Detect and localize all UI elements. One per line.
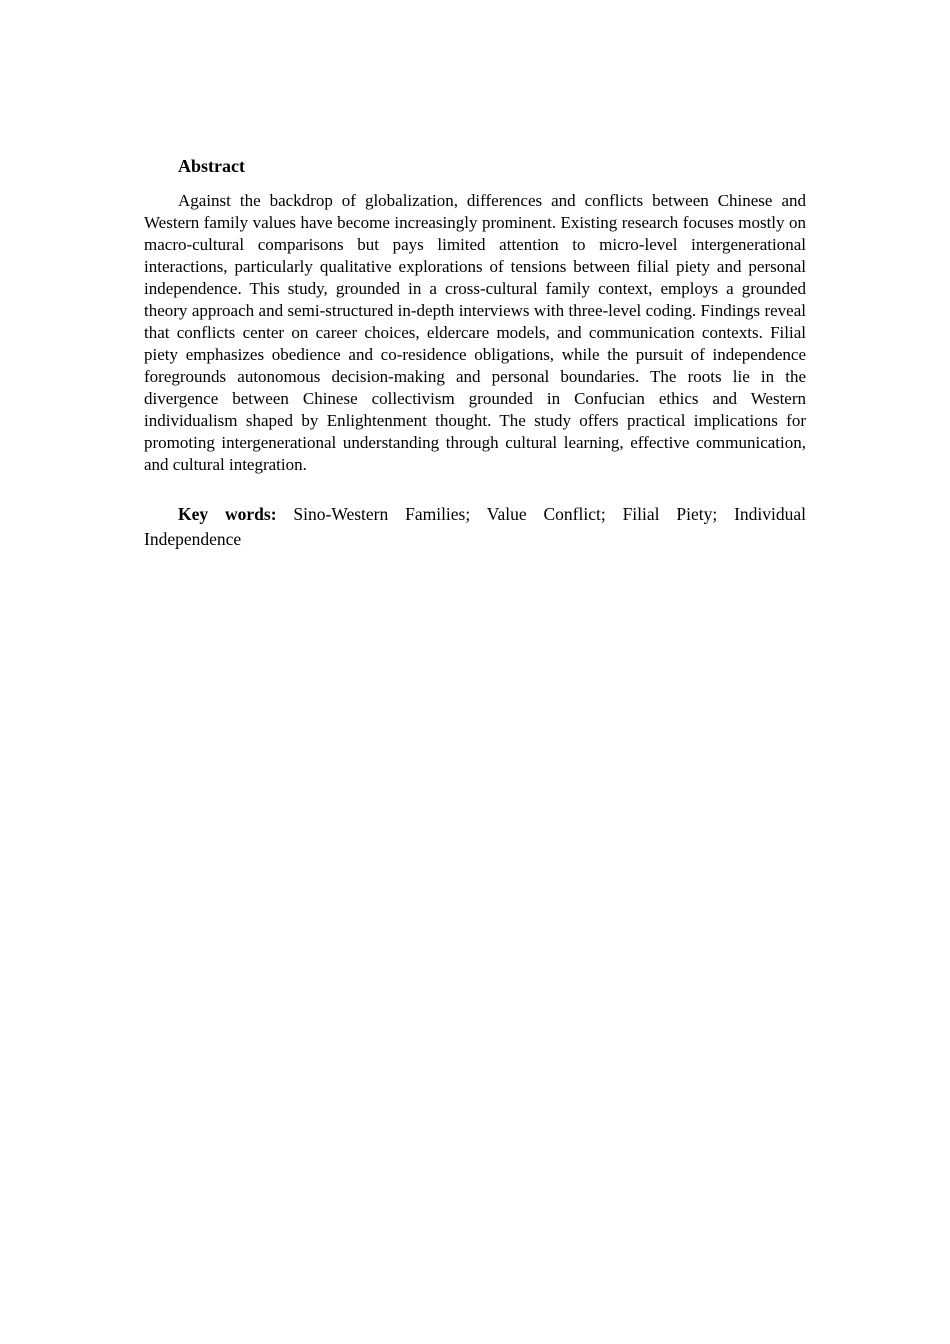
keywords-label: Key words: <box>178 504 277 524</box>
keywords-paragraph <box>144 502 806 551</box>
keywords-text: Sino-Western Families; Value Conflict; Filial Piety; Individual Independence <box>144 504 807 549</box>
abstract-body: Against the backdrop of globalization, differences and conflicts between Chinese and Western family values have become increasingly prominent. Existing research focuses mostly on macro-cultural comparisons but pays limited attention to micro-level intergenerational interactions, particularly qualitative explorations of tensions between filial piety and personal independence. This study, grounded in a cross-cultural family context, employs a grounded theory approach and semi-structured in-depth interviews with three-level coding. Findings reveal that conflicts center on career choices, eldercare models, and communication contexts. Filial piety emphasizes obedience and co-residence obligations, while the pursuit of independence foregrounds autonomous decision-making and personal boundaries. The roots lie in the divergence between Chinese collectivism grounded in Confucian ethics and Western individualism shaped by Enlightenment thought. The study offers practical implications for promoting intergenerational understanding through cultural learning, effective communication, and cultural integration. <box>144 191 806 474</box>
abstract-heading: Abstract <box>178 156 245 176</box>
abstract-section <box>144 154 806 551</box>
